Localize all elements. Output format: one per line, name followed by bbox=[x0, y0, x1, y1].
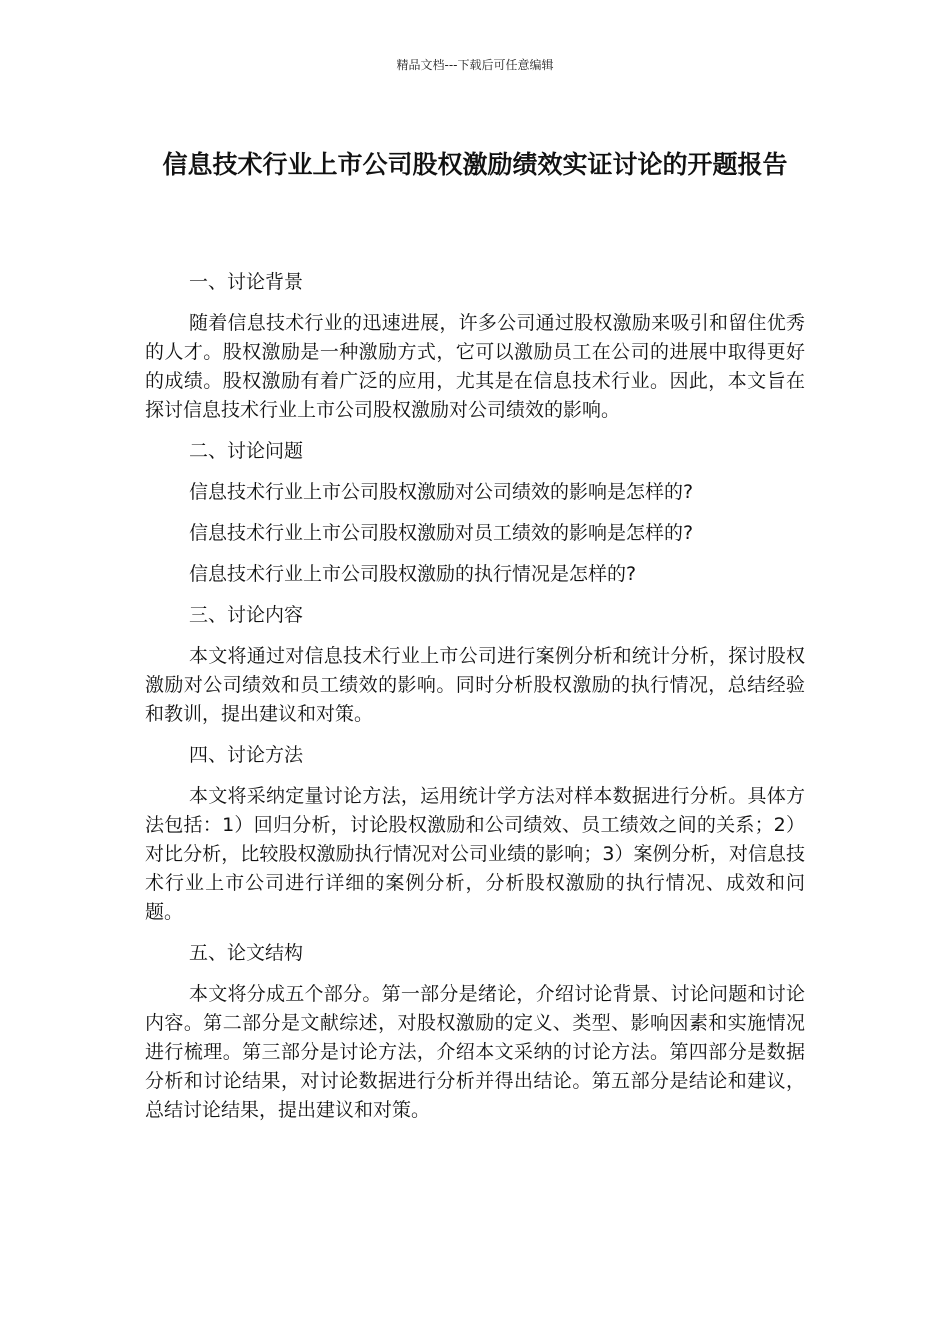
section-heading-methods: 四、讨论方法 bbox=[189, 744, 304, 766]
page-header: 精品文档---下载后可任意编辑 bbox=[396, 58, 554, 72]
section-heading-content: 三、讨论内容 bbox=[189, 604, 304, 626]
content-paragraph: 本文将通过对信息技术行业上市公司进行案例分析和统计分析，探讨股权激励对公司绩效和员工绩效的影响。同时分析股权激励的执行情况，总结经验和教训，提出建议和对策。 bbox=[145, 645, 805, 725]
document-body bbox=[145, 268, 805, 1137]
section-heading-questions: 二、讨论问题 bbox=[189, 440, 304, 462]
question-item: 信息技术行业上市公司股权激励对公司绩效的影响是怎样的? bbox=[189, 481, 694, 503]
section-heading-structure: 五、论文结构 bbox=[189, 942, 304, 964]
section-heading-background: 一、讨论背景 bbox=[189, 271, 304, 293]
structure-paragraph: 本文将分成五个部分。第一部分是绪论，介绍讨论背景、讨论问题和讨论内容。第二部分是文献综述，对股权激励的定义、类型、影响因素和实施情况进行梳理。第三部分是讨论方法，介绍本文采纳的讨论方法。第四部分是数据分析和讨论结果，对讨论数据进行分析并得出结论。第五部分是结论和建议，总结讨论结果，提出建议和对策。 bbox=[145, 983, 805, 1121]
background-paragraph: 随着信息技术行业的迅速进展，许多公司通过股权激励来吸引和留住优秀的人才。股权激励是一种激励方式，它可以激励员工在公司的进展中取得更好的成绩。股权激励有着广泛的应用，尤其是在信息技术行业。因此，本文旨在探讨信息技术行业上市公司股权激励对公司绩效的影响。 bbox=[145, 312, 805, 421]
document-title: 信息技术行业上市公司股权激励绩效实证讨论的开题报告 bbox=[162, 150, 788, 179]
question-item: 信息技术行业上市公司股权激励的执行情况是怎样的? bbox=[189, 563, 637, 585]
question-item: 信息技术行业上市公司股权激励对员工绩效的影响是怎样的? bbox=[189, 522, 694, 544]
methods-paragraph: 本文将采纳定量讨论方法，运用统计学方法对样本数据进行分析。具体方法包括：1）回归分析，讨论股权激励和公司绩效、员工绩效之间的关系；2）对比分析，比较股权激励执行情况对公司业绩的影响；3）案例分析，对信息技术行业上市公司进行详细的案例分析，分析股权激励的执行情况、成效和问题。 bbox=[145, 785, 805, 923]
